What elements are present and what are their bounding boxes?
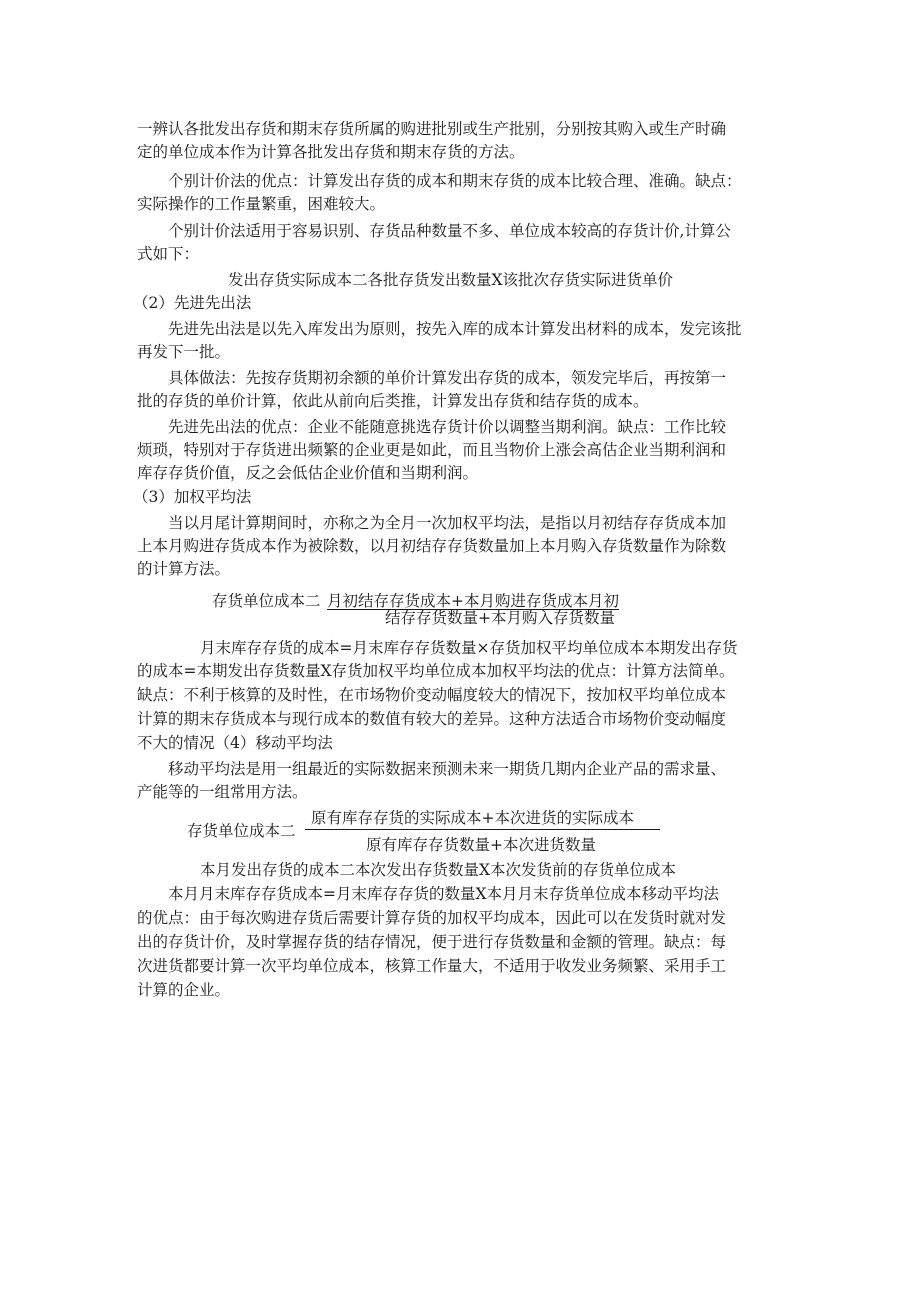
text-line: 一辨认各批发出存货和期末存货所属的购进批别或生产批别，分别按其购入或生产时确 bbox=[137, 120, 727, 138]
formula-numerator: 月初结存存货成本+本月购进存货成本月初 bbox=[327, 592, 619, 610]
formula-lhs: 存货单位成本二 bbox=[212, 592, 321, 610]
paragraph-line: 出的存货计价，及时掌握存货的结存情况，便于进行存货数量和金额的管理。缺点：每 bbox=[137, 933, 727, 951]
paragraph-line bbox=[137, 118, 783, 140]
paragraph-line: 个别计价法适用于容易识别、存货品种数量不多、单位成本较高的存货计价,计算公 bbox=[168, 222, 731, 240]
formula-numerator: 原有库存存货的实际成本+本次进货的实际成本 bbox=[311, 809, 634, 827]
paragraph-line: 缺点：不利于核算的及时性，在市场物价变动幅度较大的情况下，按加权平均单位成本 bbox=[137, 686, 727, 704]
paragraph-line: 先进先出法的优点：企业不能随意挑选存货计价以调整当期利润。缺点：工作比较 bbox=[168, 418, 727, 436]
paragraph-line: 不大的情况（4）移动平均法 bbox=[137, 734, 333, 752]
paragraph-line: 定的单位成本作为计算各批发出存货和期末存货的方法。 bbox=[137, 143, 525, 161]
paragraph-line: 本月月末库存存货成本=月末库存存货的数量X本月月末存货单位成本移动平均法 bbox=[168, 885, 720, 903]
paragraph-line: 的优点：由于每次购进存货后需要计算存货的加权平均成本，因此可以在发货时就对发 bbox=[137, 909, 727, 927]
paragraph-line: 移动平均法是用一组最近的实际数据来预测未来一期货几期内企业产品的需求量、 bbox=[168, 760, 727, 778]
paragraph-line: 具体做法：先按存货期初余额的单价计算发出存货的成本，领发完毕后，再按第一 bbox=[168, 369, 727, 387]
paragraph-line: 计算的企业。 bbox=[137, 981, 231, 999]
section-heading: （3）加权平均法 bbox=[133, 488, 252, 506]
paragraph-line: 实际操作的工作量繁重，困难较大。 bbox=[137, 195, 386, 213]
paragraph-line: 的计算方法。 bbox=[137, 560, 231, 578]
section-heading: （2）先进先出法 bbox=[133, 294, 252, 312]
paragraph-line: 上本月购进存货成本作为被除数，以月初结存存货数量加上本月购入存货数量作为除数 bbox=[137, 537, 727, 555]
paragraph-line: 当以月尾计算期间时，亦称之为全月一次加权平均法，是指以月初结存存货成本加 bbox=[168, 514, 727, 532]
formula-line: 本月发出存货的成本二本次发出存货数量X本次发货前的存货单位成本 bbox=[200, 861, 677, 879]
paragraph-line: 库存存货价值，反之会低估企业价值和当期利润。 bbox=[137, 464, 479, 482]
formula-denominator: 结存存货数量+本月购入存货数量 bbox=[385, 609, 615, 627]
paragraph-line: 的成本=本期发出存货数量X存货加权平均单位成本加权平均法的优点：计算方法简单。 bbox=[137, 662, 735, 680]
paragraph-line: 次进货都要计算一次平均单位成本，核算工作量大，不适用于收发业务频繁、采用手工 bbox=[137, 957, 727, 975]
paragraph-line: 月末库存存货的成本=月末库存存货数量×存货加权平均单位成本本期发出存货 bbox=[200, 639, 738, 657]
formula-denominator: 原有库存存货数量+本次进货数量 bbox=[366, 836, 596, 854]
paragraph-line: 式如下： bbox=[137, 245, 200, 263]
paragraph-line: 个别计价法的优点：计算发出存货的成本和期末存货的成本比较合理、准确。缺点： bbox=[168, 172, 742, 190]
paragraph-line: 再发下一批。 bbox=[137, 343, 231, 361]
paragraph-line: 先进先出法是以先入库发出为原则，按先入库的成本计算发出材料的成本，发完该批 bbox=[168, 320, 742, 338]
formula-lhs: 存货单位成本二 bbox=[187, 822, 296, 840]
paragraph-line: 计算的期末存货成本与现行成本的数值有较大的差异。这种方法适合市场物价变动幅度 bbox=[137, 710, 727, 728]
paragraph-line: 产能等的一组常用方法。 bbox=[137, 783, 308, 801]
formula-line: 发出存货实际成本二各批存货发出数量X该批次存货实际进货单价 bbox=[228, 271, 674, 289]
paragraph-line: 烦琐，特别对于存货进出频繁的企业更是如此，而且当物价上涨会高估企业当期利润和 bbox=[137, 441, 727, 459]
paragraph-line: 批的存货的单价计算，依此从前向后类推，计算发出存货和结存货的成本。 bbox=[137, 392, 649, 410]
fraction-bar bbox=[305, 829, 660, 830]
